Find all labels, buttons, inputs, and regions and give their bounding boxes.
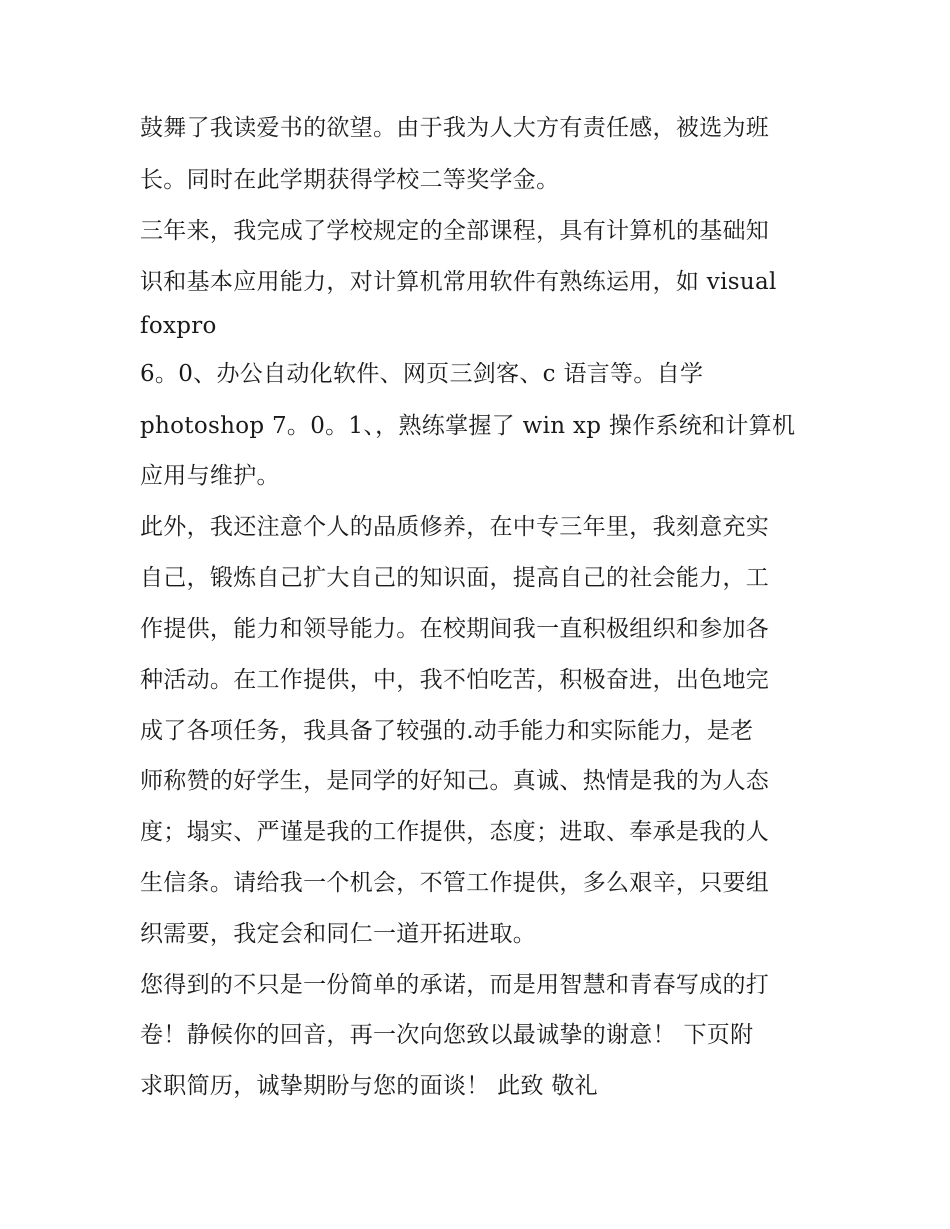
text-line: 此外，我还注意个人的品质修养，在中专三年里，我刻意充实 [140, 514, 770, 540]
text-line: 卷！静候你的回音，再一次向您致以最诚挚的谢意！ 下页附 [140, 1022, 754, 1048]
text-line: 成了各项任务，我具备了较强的.动手能力和实际能力，是老 [140, 718, 754, 744]
text-line: photoshop 7。0。1、，熟练掌握了 win xp 操作系统和计算机 [140, 413, 796, 439]
text-line: 师称赞的好学生，是同学的好知己。真诚、热情是我的为人态 [140, 768, 770, 794]
text-line: 自己，锻炼自己扩大自己的知识面，提高自己的社会能力，工 [140, 565, 770, 591]
text-line: foxpro [140, 313, 217, 339]
text-line: 鼓舞了我读爱书的欲望。由于我为人大方有责任感，被选为班 [140, 115, 770, 141]
text-line: 作提供，能力和领导能力。在校期间我一直积极组织和参加各 [140, 616, 770, 642]
text-line: 您得到的不只是一份简单的承诺，而是用智慧和青春写成的打 [140, 972, 770, 998]
text-line: 种活动。在工作提供，中，我不怕吃苦，积极奋进，出色地完 [140, 667, 770, 693]
text-line: 织需要，我定会和同仁一道开拓进取。 [140, 921, 537, 947]
text-line: 应用与维护。 [140, 463, 280, 489]
text-line: 识和基本应用能力，对计算机常用软件有熟练运用，如 visual [140, 269, 777, 295]
text-line: 度；塌实、严谨是我的工作提供，态度；进取、奉承是我的人 [140, 819, 770, 845]
text-line: 求职简历，诚挚期盼与您的面谈！ 此致 敬礼 [140, 1073, 598, 1099]
text-line: 生信条。请给我一个机会，不管工作提供，多么艰辛，只要组 [140, 870, 770, 896]
text-line: 三年来，我完成了学校规定的全部课程，具有计算机的基础知 [140, 218, 770, 244]
text-line: 长。同时在此学期获得学校二等奖学金。 [140, 167, 560, 193]
text-line: 6。0、办公自动化软件、网页三剑客、c 语言等。自学 [140, 361, 704, 387]
